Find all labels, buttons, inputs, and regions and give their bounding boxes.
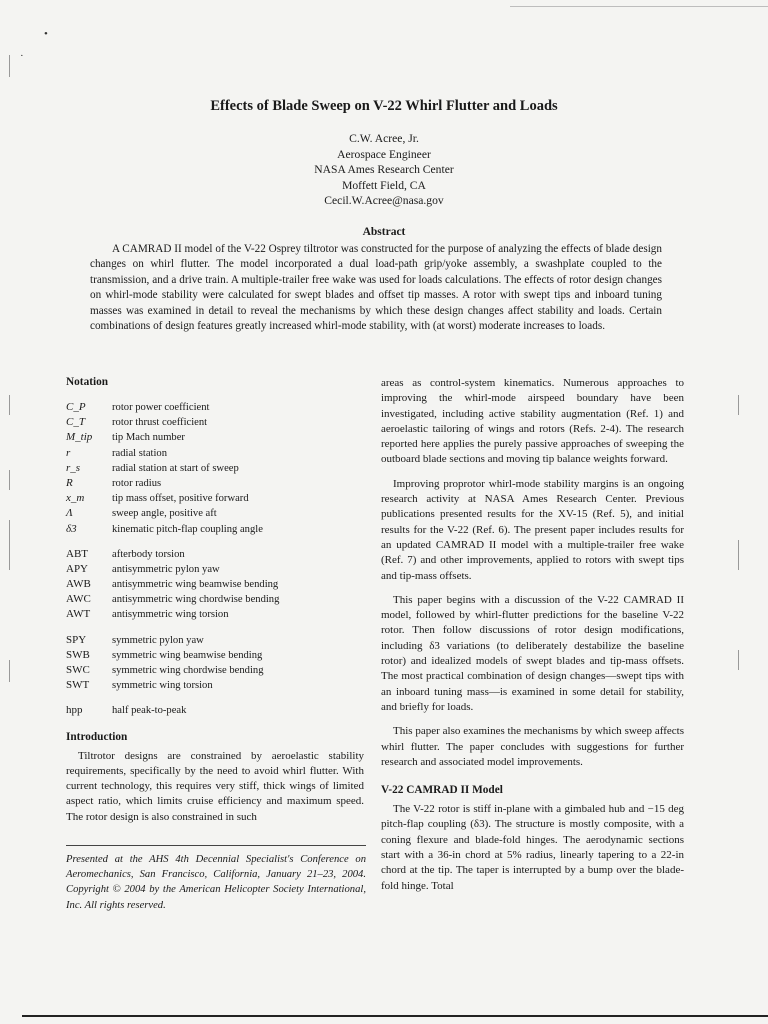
notation-row bbox=[66, 476, 364, 491]
notation-definition: antisymmetric wing chordwise bending bbox=[112, 594, 280, 606]
body-paragraph: areas as control-system kinematics. Numerous approaches to improving the whirl-mode airspeed boundary have been investigated, including active stability augmentation (Ref. 1) and aeroelastic tailoring of wings and rotors (Refs. 2-4). The research reported here applies the purely passive approaches of sweeping the outboard blade sections and moving tip balance weights forward. bbox=[381, 377, 684, 466]
right-column bbox=[381, 376, 684, 894]
author-name: C.W. Acree, Jr. bbox=[349, 132, 419, 145]
notation-definition: symmetric wing torsion bbox=[112, 680, 213, 692]
notation-symbol: APY bbox=[66, 562, 89, 575]
scan-margin-mark bbox=[9, 660, 10, 682]
notation-definition: symmetric wing beamwise bending bbox=[112, 649, 263, 661]
scan-edge-top bbox=[510, 6, 768, 7]
notation-definition: afterbody torsion bbox=[112, 548, 185, 560]
abstract-heading: Abstract bbox=[362, 226, 406, 238]
notation-row bbox=[66, 547, 364, 562]
notation-definition: radial station at start of sweep bbox=[112, 462, 239, 474]
notation-heading: Notation bbox=[66, 376, 109, 388]
notation-row bbox=[66, 506, 364, 521]
notation-symbol: r_s bbox=[66, 461, 81, 474]
notation-definition: tip mass offset, positive forward bbox=[112, 493, 249, 505]
notation-symbol: M_tip bbox=[66, 431, 93, 444]
author-location: Moffett Field, CA bbox=[342, 178, 426, 192]
scan-margin-mark bbox=[738, 650, 739, 670]
body-paragraph: Improving proprotor whirl-mode stability margins is an ongoing research activity at NASA Ames Research Center. Previous publications presented results for the XV-15 (Ref. 5), and initial results for the V-22 (Ref. 6). The present paper includes results for an updated CAMRAD II model with a multiple-trailer free wake (Ref. 7) and other improvements, applied to rotors with swept tips and tip-mass offsets. bbox=[381, 477, 684, 582]
notation-definition: half peak-to-peak bbox=[112, 705, 187, 717]
notation-definition: tip Mach number bbox=[112, 432, 185, 444]
introduction-heading: Introduction bbox=[66, 730, 128, 743]
notation-symbol: R bbox=[66, 476, 73, 489]
notation-row bbox=[66, 648, 364, 663]
notation-symbol: x_m bbox=[66, 492, 85, 505]
notation-symbol: r bbox=[66, 446, 71, 459]
notation-row bbox=[66, 703, 364, 718]
notation-symbol: SWB bbox=[66, 648, 90, 661]
notation-symbol: SPY bbox=[66, 633, 87, 646]
notation-symbol: AWC bbox=[66, 593, 91, 606]
footnote: Presented at the AHS 4th Decennial Specialist's Conference on Aeromechanics, San Francisco, California, January 21–23, 2004. Copyright © 2004 by the American Helicopter Society International, Inc. All rights reserved. bbox=[66, 854, 366, 911]
scan-margin-mark bbox=[738, 540, 739, 570]
notation-definition: radial station bbox=[112, 447, 168, 459]
notation-definition: sweep angle, positive aft bbox=[112, 508, 217, 520]
notation-definition: antisymmetric pylon yaw bbox=[112, 563, 220, 575]
notation-row bbox=[66, 562, 364, 577]
notation-definition: rotor radius bbox=[112, 477, 162, 489]
notation-row bbox=[66, 430, 364, 445]
left-column bbox=[66, 376, 364, 825]
scan-margin-mark bbox=[9, 470, 10, 490]
notation-row bbox=[66, 522, 364, 537]
introduction-paragraph: Tiltrotor designs are constrained by aeroelastic stability requirements, specifically by the need to avoid whirl flutter. With current technology, this requires very stiff, thick wings of limited aspect ratio, which limits cruise efficiency and maximum speed. The rotor design is also constrained in such bbox=[66, 749, 364, 823]
body-paragraph: This paper begins with a discussion of the V-22 CAMRAD II model, followed by whirl-flutter predictions for the baseline V-22 rotor. Then follow discussions of rotor design modifications, including δ3 variations (to deliberately destabilize the baseline rotor) and idealized models of swept blades and tip-mass offsets. The most practical combination of design changes—swept tips with an inboard tuning mass—is examined in some detail for stability, and briefly for loads. bbox=[381, 593, 684, 713]
notation-row bbox=[66, 461, 364, 476]
scan-margin-mark bbox=[738, 395, 739, 415]
notation-symbol: ABT bbox=[66, 547, 88, 560]
paper-title: Effects of Blade Sweep on V-22 Whirl Flutter and Loads bbox=[210, 98, 558, 114]
body-paragraph: This paper also examines the mechanisms by which sweep affects whirl flutter. The paper concludes with suggestions for further research and associated model improvements. bbox=[381, 725, 684, 768]
notation-row bbox=[66, 400, 364, 415]
notation-symbol: Λ bbox=[66, 507, 73, 520]
notation-row bbox=[66, 663, 364, 678]
notation-row bbox=[66, 491, 364, 506]
author-email: Cecil.W.Acree@nasa.gov bbox=[324, 194, 444, 208]
notation-row bbox=[66, 415, 364, 430]
scan-margin-mark bbox=[9, 395, 10, 415]
author-block bbox=[0, 131, 768, 209]
notation-row bbox=[66, 446, 364, 461]
abstract-text: A CAMRAD II model of the V-22 Osprey tiltrotor was constructed for the purpose of analyzing the effects of blade design changes on whirl flutter. The model incorporated a dual load-path grip/yoke assembly, a swashplate coupled to the transmission, and a drive train. A multiple-trailer free wake was used for loads calculations. The effects of rotor design changes on whirl-mode stability were calculated for swept blades and offset tip masses. A rotor with swept tips and inboard tuning masses was examined in detail to reveal the mechanisms by which these design changes affect stability and loads. Certain combinations of design features greatly increased whirl-mode stability, with (at worst) moderate increases to loads. bbox=[90, 243, 662, 333]
notation-definition: kinematic pitch-flap coupling angle bbox=[112, 523, 263, 535]
scan-edge-bottom bbox=[22, 1015, 768, 1017]
notation-definition: symmetric pylon yaw bbox=[112, 634, 204, 646]
notation-definition: symmetric wing chordwise bending bbox=[112, 665, 264, 676]
notation-definition: antisymmetric wing beamwise bending bbox=[112, 579, 279, 591]
notation-symbol: AWB bbox=[66, 578, 91, 591]
scan-speck: • bbox=[44, 28, 48, 40]
notation-row bbox=[66, 607, 364, 622]
notation-symbol: AWT bbox=[66, 608, 91, 621]
notation-symbol: C_T bbox=[66, 416, 85, 429]
section-heading: V-22 CAMRAD II Model bbox=[381, 784, 503, 797]
notation-definition: antisymmetric wing torsion bbox=[112, 609, 229, 621]
notation-row bbox=[66, 577, 364, 592]
scan-margin-mark bbox=[9, 55, 10, 77]
notation-row bbox=[66, 592, 364, 607]
notation-symbol: SWT bbox=[66, 679, 90, 692]
body-paragraph: The V-22 rotor is stiff in-plane with a gimbaled hub and −15 deg pitch-flap coupling (δ3). The structure is mostly composite, with a coning flexure and blade-fold hinges. The aerodynamic sections start with a 36-in chord at 5% radius, linearly tapering to a 22-in chord at the tip. The taper is interrupted by a bump over the blade-fold hinge. Total bbox=[381, 803, 684, 892]
notation-row bbox=[66, 678, 364, 693]
notation-definition: rotor power coefficient bbox=[112, 402, 210, 413]
notation-symbol: SWC bbox=[66, 664, 90, 676]
notation-symbol: δ3 bbox=[66, 522, 77, 535]
notation-list bbox=[66, 400, 364, 719]
footnote-rule bbox=[66, 845, 366, 846]
scan-speck: · bbox=[20, 50, 24, 62]
author-org: NASA Ames Research Center bbox=[314, 163, 454, 177]
notation-symbol: C_P bbox=[66, 401, 86, 413]
notation-symbol: hpp bbox=[66, 704, 83, 717]
notation-row bbox=[66, 633, 364, 648]
notation-definition: rotor thrust coefficient bbox=[112, 417, 208, 429]
author-position: Aerospace Engineer bbox=[337, 147, 431, 161]
scan-margin-mark bbox=[9, 520, 10, 570]
